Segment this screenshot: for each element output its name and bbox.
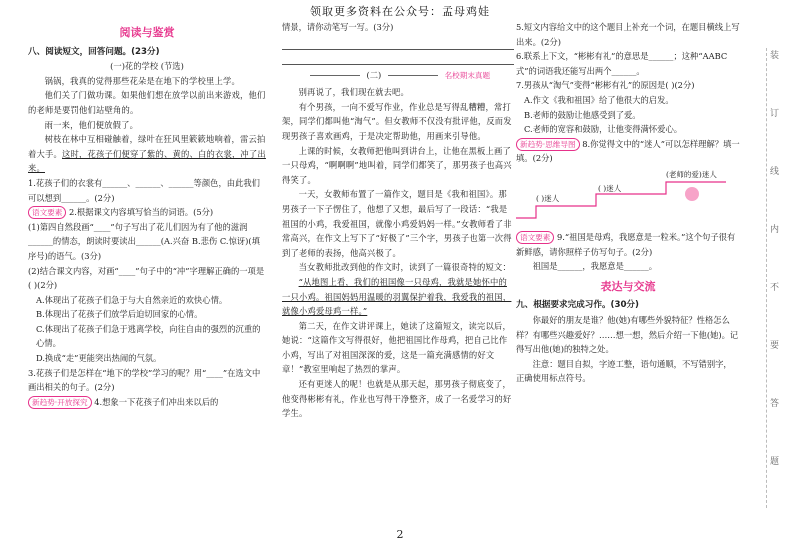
flower-icon [685, 187, 699, 201]
divider-left [310, 75, 360, 76]
passage1-p4-underlined: 这时，花孩子们便穿了紫的、黄的、白的衣裳，冲了出来。 [28, 148, 266, 174]
passage1-author: (节选) [160, 61, 184, 72]
essay-notes: 注意：题目自拟，字迹工整，语句通顺，不写错别字，正确使用标点符号。 [516, 358, 732, 384]
passage2-p5: 当女教师批改到他的作文时，读到了一篇很奇特的短文： [298, 262, 512, 273]
divider-right [388, 75, 438, 76]
question-1[interactable]: 1.花孩子们的衣裳有______、______、______等颜色，由此我们可以想到______。(2分) [28, 177, 260, 203]
q2-option-a[interactable]: A.体现出了花孩子们急于与大自然亲近的欢快心情。 [36, 294, 228, 305]
question-3[interactable]: 3.花孩子们是怎样在“地下的学校”学习的呢？用“____”在选文中画出相关的句子。(2分) [28, 367, 261, 393]
rail-char: 订 [770, 109, 780, 119]
q9-tag: 语文要素 [516, 231, 554, 244]
passage2-p2: 有个男孩，一向不爱写作业，作业总是写得乱糟糟，常打架，同学们都叫他“淘气”。但女教师不仅没有批评他，反而发现男孩子喜欢画鸡，于是决定帮助他，用画来引导他。 [282, 101, 512, 141]
passage2-p6-underlined: “从地图上看，我们的祖国像一只母鸡，我就是她怀中的一只小鸡。祖国妈妈用温暖的羽翼保护着我，我爱我的祖国，就像小鸡爱母鸡一样。” [282, 276, 512, 317]
rail-char: 线 [770, 167, 780, 177]
q8-tag: 新趋势·思维导图 [516, 138, 580, 151]
q7-option-b[interactable]: B.老师的鼓励让他感受到了爱。 [524, 109, 641, 120]
passage2-p7: 第二天，在作文讲评课上，她读了这篇短文，读完以后，她说：“这篇作文写得很好，他把祖国比作母鸡，把自己比作小鸡，写出了对祖国深深的爱，这是一篇充满感情的好文章！”教室里响起了热烈的掌声。 [282, 320, 512, 375]
passage2-heading [282, 68, 514, 84]
q9-text: 9.“祖国是母鸡，我愿意是一粒米。”这个句子很有新鲜感，请你照样子仿写句子。(2分) [516, 231, 736, 257]
passage2-p8: 还有更迷人的呢！也就是从那天起，那男孩子彻底变了，他变得彬彬有礼，作业也写得干净整齐，成了一名爱学习的好学生。 [282, 379, 512, 419]
passage1-p4 [28, 132, 266, 176]
essay-prompt: 你最好的朋友是谁？他(她)有哪些外貌特征？性格怎么样？有哪些兴趣爱好？……想一想，然后介绍一下他(她)。记得写出他(她)的独特之处。 [516, 314, 739, 355]
page-header: 领取更多资料在公众号：孟母鸡娃 [310, 5, 490, 18]
q2-option-b[interactable]: B.体现出了花孩子们放学后迫切回家的心情。 [36, 309, 203, 320]
q4-tag: 新趋势·开放探究 [28, 396, 92, 409]
question-7[interactable]: 7.男孩从“淘气”变得“彬彬有礼”的原因是( )(2分) [516, 80, 695, 91]
passage2-title: (二) [366, 69, 382, 80]
q8-text: 8.你觉得文中的“迷人”可以怎样理解？填一填。(2分) [516, 138, 740, 164]
rail-char: 内 [770, 225, 780, 235]
passage2-p3: 上课的时候，女教师把他叫到讲台上，让他在黑板上画了一只母鸡，“啊啊啊”地叫着，同学们都笑了，那男孩子也高兴得笑了。 [282, 145, 512, 185]
q4-answer-lines[interactable] [282, 38, 514, 65]
question-5[interactable]: 5.短文内容给文中的这个题目上补充一个词，在题目横线上写出来。(2分) [516, 22, 740, 47]
rail-char: 不 [770, 283, 780, 293]
passage1-p1: 锅锅，我真的觉得那些花朵是在地下的学校里上学。 [44, 75, 241, 86]
question-2-2[interactable]: (2)结合课文内容，对画“____”句子中的“冲”字理解正确的一项是( )(2分) [28, 265, 265, 291]
passage1-p2: 他们关了门做功课。如果他们想在放学以前出来游戏，他们的老师是要罚他们站壁角的。 [28, 90, 266, 115]
answer-line[interactable] [282, 53, 514, 65]
question-8 [516, 137, 740, 166]
question-9 [516, 230, 740, 259]
q9-essay-title: 九、根据要求完成习作。(30分) [516, 300, 639, 311]
section-title-reading: 阅读与鉴赏 [119, 26, 175, 39]
binding-rail [766, 48, 780, 508]
q9-answer-line[interactable]: 祖国是______，我愿意是______。 [532, 261, 658, 272]
mind-map-diagram [516, 170, 740, 230]
q2-option-d[interactable]: D.换成“走”更能突出热闹的气氛。 [36, 353, 162, 364]
q8-title: 八、阅读短文，回答问题。(23分) [28, 46, 160, 57]
q7-option-c[interactable]: C.老师的宽容和鼓励，让他变得满怀爱心。 [524, 124, 683, 135]
q7-option-a[interactable]: A.作文《我和祖国》给了他很大的启发。 [524, 94, 674, 105]
column-left [28, 20, 266, 409]
rail-char: 装 [770, 51, 780, 61]
q2-option-c[interactable]: C.体现出了花孩子们急于逃离学校，向往自由的强烈的沉重的心情。 [36, 323, 261, 349]
passage1-p3: 雨一来，他们便放假了。 [44, 119, 139, 130]
rail-char: 答 [770, 399, 780, 409]
q4-continued: 情景，请你动笔写一写。(3分) [282, 22, 394, 32]
q2-text: 2.根据课文内容填写恰当的词语。(5分) [69, 207, 214, 218]
page-number: 2 [396, 528, 404, 541]
passage1-title: (一)花的学校 [110, 61, 159, 72]
column-middle [282, 20, 514, 421]
diagram-label-low[interactable]: ( )迷人 [536, 193, 560, 203]
question-2 [28, 205, 266, 220]
passage2-tag: 名校期末真题 [444, 70, 491, 80]
diagram-label-top[interactable]: (老师的爱)迷人 [666, 169, 717, 179]
passage2-p4: 一天，女教师布置了一篇作文，题目是《我和祖国》。那男孩子一下子愣住了，他想了又想，最后写了一段话：“我是祖国的小鸡，我爱祖国，就像小鸡爱妈妈一样。”女教师看了非常高兴，在作文上写下了“好极了”三个字，男孩子也第一次得到了老师的表扬，他高兴极了。 [282, 189, 512, 258]
answer-line[interactable] [282, 38, 514, 50]
column-right [516, 20, 740, 386]
q4-text: 4.想象一下花孩子们冲出来以后的 [94, 396, 219, 407]
passage2-p1: 别再说了，我们现在就去吧。 [298, 87, 410, 98]
diagram-label-mid[interactable]: ( )迷人 [598, 183, 622, 193]
passage1-p4-text: 树枝在林中互相碰触着，绿叶在狂风里簌簌地响着，雷云拍着大手。 [28, 134, 266, 159]
section-title-expression: 表达与交流 [600, 279, 656, 293]
question-2-1[interactable]: (1)第四自然段画“____”句子写出了花儿们因为有了他的滋润______的情态，朗读时要读出______(A.兴奋 B.悲伤 C.惊讶)(填序号)的语气。(3分) [28, 221, 260, 261]
rail-char: 题 [770, 457, 780, 467]
q2-tag: 语文要素 [28, 206, 66, 219]
rail-char: 要 [770, 341, 780, 351]
question-6[interactable]: 6.联系上下文，“彬彬有礼”的意思是______；这种“AABC式”的词语我还能写出两个______。 [516, 51, 728, 76]
question-4 [28, 395, 266, 410]
passage1-heading [28, 59, 266, 74]
